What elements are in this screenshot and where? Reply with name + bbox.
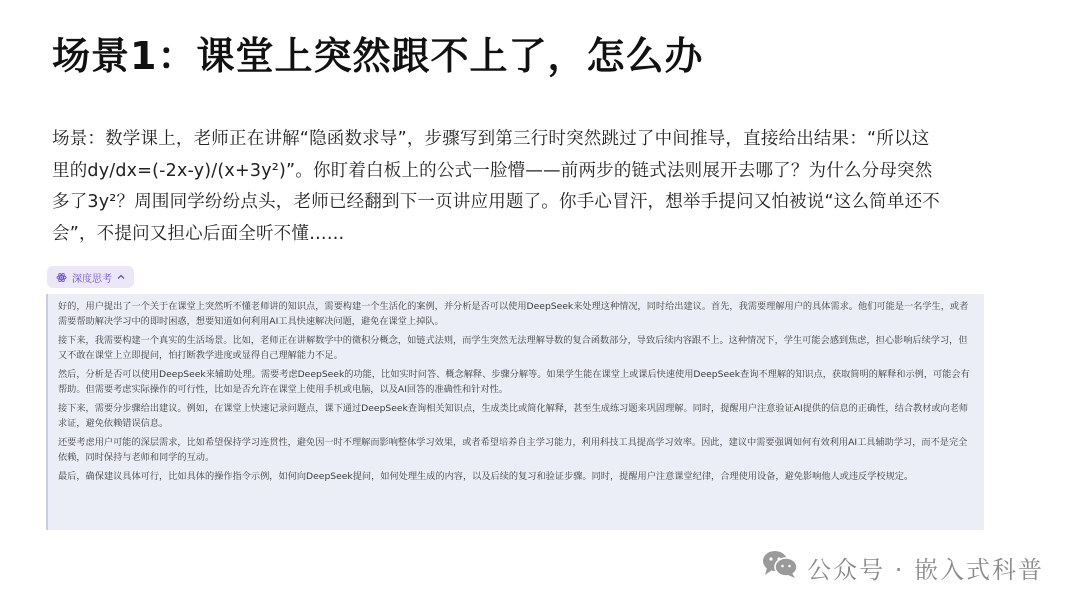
deep-think-toggle[interactable] bbox=[47, 266, 134, 288]
chevron-up-icon bbox=[117, 273, 125, 281]
think-paragraph: 好的，用户提出了一个关于在课堂上突然听不懂老师讲的知识点，需要构建一个生活化的案例，并分析是否可以使用DeepSeek来处理这种情况，同时给出建议。首先，我需要理解用户的具体需求。他们可能是一名学生，或者需要帮助解决学习中的即时困惑，想要知道如何利用AI工具快速解决问题，避免在课堂上掉队。 bbox=[58, 301, 969, 327]
scenario-paragraph: 场景：数学课上，老师正在讲解“隐函数求导”，步骤写到第三行时突然跳过了中间推导，直接给出结果：“所以这里的dy/dx=(-2x-y)/(x+3y²)”。你盯着白板上的公式一脸懵——前两步的链式法则展开去哪了？为什么分母突然多了3y²？周围同学纷纷点头，老师已经翻到下一页讲应用题了。你手心冒汗，想举手提问又怕被说“这么简单还不会”，不提问又担心后面全听不懂…… bbox=[52, 129, 940, 244]
think-paragraph: 最后，确保建议具体可行，比如具体的操作指令示例，如何向DeepSeek提问，如何处理生成的内容，以及后续的复习和验证步骤。同时，提醒用户注意课堂纪律，合理使用设备，避免影响他人或违反学校规定。 bbox=[58, 471, 914, 482]
think-paragraph: 然后，分析是否可以使用DeepSeek来辅助处理。需要考虑DeepSeek的功能，比如实时问答、概念解释、步骤分解等。如果学生能在课堂上或课后快速使用DeepSeek查询不理解的知识点，获取简明的解释和示例，可能会有帮助。但需要考虑实际操作的可行性，比如是否允许在课堂上使用手机或电脑，以及AI回答的准确性和针对性。 bbox=[58, 369, 970, 395]
watermark-text: 公众号 · 嵌入式科普 bbox=[807, 555, 1044, 584]
deep-think-label: 深度思考 bbox=[72, 273, 112, 285]
page-title: 场景1：课堂上突然跟不上了，怎么办 bbox=[52, 34, 704, 78]
deep-think-content bbox=[46, 294, 984, 530]
think-paragraph: 接下来，需要分步骤给出建议。例如，在课堂上快速记录问题点，课下通过DeepSeek查询相关知识点，生成类比或简化解释，甚至生成练习题来巩固理解。同时，提醒用户注意验证AI提供的信息的正确性，结合教材或向老师求证，避免依赖错误信息。 bbox=[58, 403, 969, 429]
watermark bbox=[761, 548, 1044, 586]
think-paragraph: 还要考虑用户可能的深层需求，比如希望保持学习连贯性，避免因一时不理解而影响整体学习效果，或者希望培养自主学习能力，利用科技工具提高学习效率。因此，建议中需要强调如何有效利用AI工具辅助学习，而不是完全依赖，同时保持与老师和同学的互动。 bbox=[58, 437, 968, 463]
wechat-icon bbox=[761, 548, 799, 586]
atom-icon bbox=[56, 272, 67, 283]
think-paragraph: 接下来，我需要构建一个真实的生活场景。比如，老师正在讲解数学中的微积分概念，如链式法则，而学生突然无法理解导数的复合函数部分，导致后续内容跟不上。这种情况下，学生可能会感到焦虑，担心影响后续学习，但又不敢在课堂上立即提问，怕打断教学进度或显得自己理解能力不足。 bbox=[58, 335, 968, 361]
